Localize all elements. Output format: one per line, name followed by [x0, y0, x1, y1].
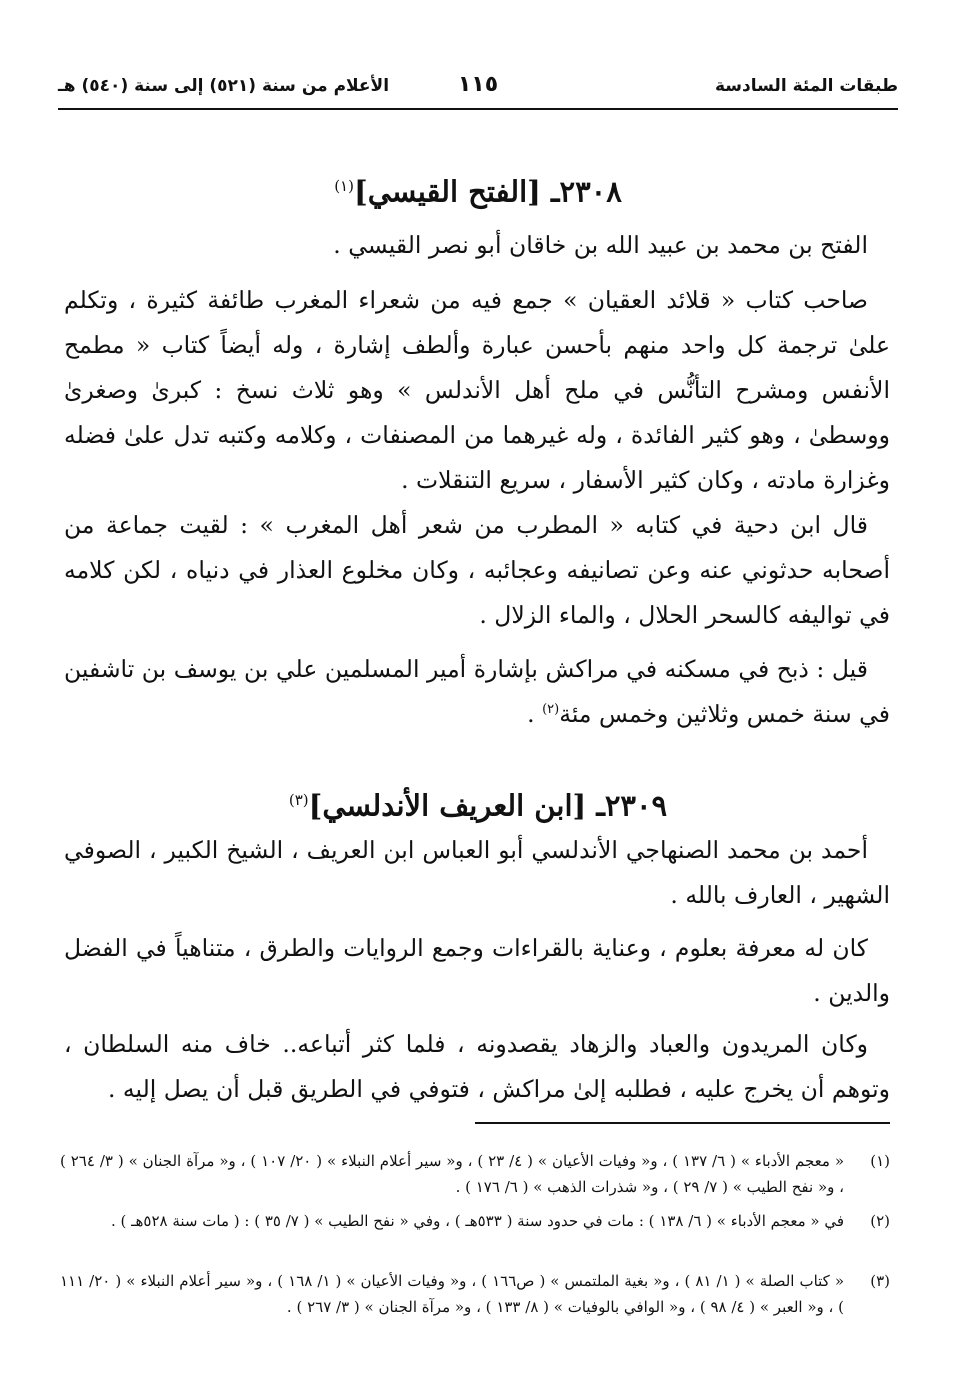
- footnote-text: « معجم الأدباء » ( ٦/ ١٣٧ ) ، و« وفيات الأعيان » ( ٤/ ٢٣ ) ، و« سير أعلام النبلاء » ( ٢٠/ ١٠٧ ) ، و« مرآة الجنان » ( ٣/ ٢٦٤ ) ، و« نفح الطيب » ( ٧/ ٢٩ ) ، و« شذرات الذهب » ( ٦/ ١٧٦ ) .: [60, 1152, 844, 1196]
- footnote-number: (٣): [870, 1272, 890, 1290]
- footnote-number: (٢): [870, 1212, 890, 1230]
- footnote: [60, 1208, 890, 1234]
- entry-title: [60, 166, 896, 212]
- footnote-ref: (٣): [288, 791, 309, 809]
- entry-title-text: ٢٣٠٩ـ [ابن العريف الأندلسي]: [308, 788, 668, 823]
- footnote-ref: (٢): [542, 702, 560, 718]
- footnote-text: في « معجم الأدباء » ( ٦/ ١٣٨ ) : مات في حدود سنة ( ٥٣٣هـ ) ، وفي « نفح الطيب » ( ٧/ ٣٥ ) : ( مات سنة ٥٢٨هـ ) .: [110, 1212, 844, 1230]
- entry-title: [60, 780, 896, 826]
- entry-paragraph: قال ابن دحية في كتابه « المطرب من شعر أهل المغرب » : لقيت جماعة من أصحابه حدثوني عنه وعن تصانيفه وعجائبه ، وكان مخلوع العذار في دنياه ، لكن كلامه في تواليفه كالسحر الحلال ، والماء الزلال .: [64, 511, 890, 629]
- entry-paragraph: وكان المريدون والعباد والزهاد يقصدونه ، فلما كثر أتباعه.. خاف منه السلطان ، وتوهم أن يخرج عليه ، فطلبه إلىٰ مراكش ، فتوفي في الطريق قبل أن يصل إليه .: [64, 1030, 890, 1103]
- entry-paragraph-text: قيل : ذبح في مسكنه في مراكش بإشارة أمير المسلمين علي بن يوسف بن تاشفين في سنة خمس وثلاثين وخمس مئة: [64, 655, 890, 728]
- footnote-ref: (١): [334, 177, 354, 195]
- entry-paragraph: كان له معرفة بعلوم ، وعناية بالقراءات وجمع الروايات والطرق ، متناهياً في الفضل والدين .: [64, 934, 890, 1007]
- page-number: ١١٥: [457, 72, 499, 97]
- header-date-range: الأعلام من سنة (٥٢١) إلى سنة (٥٤٠) هـ: [58, 76, 390, 96]
- entry-title-text: ٢٣٠٨ـ [الفتح القيسي]: [353, 174, 622, 209]
- footnote: [60, 1268, 890, 1320]
- entry-paragraph: [64, 647, 890, 737]
- footnote: [60, 1148, 890, 1200]
- sentence-end: .: [527, 700, 543, 728]
- footnote-text: « كتاب الصلة » ( ١/ ٨١ ) ، و« بغية الملتمس » ( ص١٦٦ ) ، و« وفيات الأعيان » ( ١/ ١٦٨ ) ، و« سير أعلام النبلاء » ( ٢٠/ ١١١ ) ، و« العبر » ( ٤/ ٩٨ ) ، و« الوافي بالوفيات » ( ٨/ ١٣٣ ) ، و« مرآة الجنان » ( ٣/ ٢٦٧ ) .: [60, 1272, 845, 1316]
- header-section-title: طبقات المئة السادسة: [715, 76, 898, 96]
- footnote-separator: [475, 1122, 890, 1124]
- running-header: [58, 68, 898, 110]
- entry-paragraph: أحمد بن محمد الصنهاجي الأندلسي أبو العباس ابن العريف ، الشيخ الكبير ، الصوفي الشهير ، العارف بالله .: [64, 836, 890, 909]
- footnote-number: (١): [870, 1152, 890, 1170]
- entry-paragraph: الفتح بن محمد بن عبيد الله بن خاقان أبو نصر القيسي .: [333, 231, 868, 259]
- entry-paragraph: صاحب كتاب « قلائد العقيان » جمع فيه من شعراء المغرب طائفة كثيرة ، وتكلم علىٰ ترجمة كل واحد منهم بأحسن عبارة وألطف إشارة ، وله أيضاً كتاب « مطمح الأنفس ومشرح التأنُّس في ملح أهل الأندلس » وهو ثلاث نسخ : كبرىٰ وصغرىٰ ووسطىٰ ، وهو كثير الفائدة ، وله غيرهما من المصنفات ، وكلامه وكتبه تدل علىٰ فضله وغزارة مادته ، وكان كثير الأسفار ، سريع التنقلات .: [64, 286, 890, 494]
